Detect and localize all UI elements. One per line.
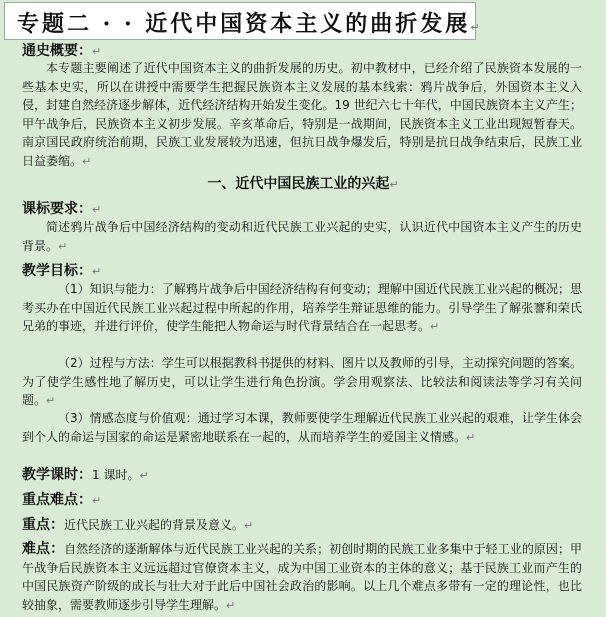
overview-text <box>22 59 582 171</box>
overview-text-content: 本专题主要阐述了近代中国资本主义的曲折发展的历史。初中教材中，已经介绍了民族资本发展的一些基本史实，所以在讲授中需要学生把握民族资本主义发展的基本线索：鸦片战争后，外国资本主义入侵，封建自然经济逐步解体，近代经济结构开始发生变化。19 世纪六七十年代，中国民族资本主义产生；甲午战争后，民族资本主义初步发展。辛亥革命后，特别是一战期间，民族资本主义工业出现短暂春天。南京国民政府统治前期，民族工业发展较为迅速，但抗日战争爆发后，特别是抗日战争结束后，民族工业日益萎缩。 <box>22 61 582 168</box>
section-title <box>0 173 606 193</box>
paragraph-mark-icon: ↵ <box>46 394 56 407</box>
key-point-text: 近代民族工业兴起的背景及意义。 <box>64 518 245 532</box>
paragraph-mark-icon: ↵ <box>139 469 149 482</box>
curriculum-text-content: 简述鸦片战争后中国经济结构的变动和近代民族工业兴起的史实，认识近代中国资本主义产生的历史背景。 <box>22 220 582 253</box>
goal-item-3 <box>22 409 582 447</box>
goals-heading-text: 教学目标： <box>22 263 92 279</box>
difficult-point <box>22 540 582 615</box>
goal-item-3-text: （3）情感态度与价值观：通过学习本课，教师要使学生理解近代民族工业兴起的艰难，让学生体会到个人的命运与国家的命运是紧密地联系在一起的，从而培养学生的爱国主义情感。 <box>22 411 582 444</box>
paragraph-mark-icon: ↵ <box>470 21 480 34</box>
paragraph-mark-icon: ↵ <box>92 494 102 507</box>
paragraph-mark-icon: ↵ <box>92 203 102 216</box>
paragraph-mark-icon: ↵ <box>82 154 92 168</box>
title-box <box>4 2 480 40</box>
paragraph-mark-icon: ↵ <box>58 239 68 253</box>
paragraph-mark-icon: ↵ <box>389 178 399 191</box>
paragraph-mark-icon: ↵ <box>226 598 236 612</box>
curriculum-text <box>22 218 582 256</box>
goal-item-1 <box>22 280 582 337</box>
curriculum-heading-text: 课标要求： <box>22 201 92 217</box>
difficult-point-text: 自然经济的逐渐解体与近代民族工业兴起的关系；初创时期的民族工业多集中于轻工业的原因；甲午战争后民族资本主义远远超过官僚资本主义，成为中国工业资本的主体的意义；基于民族工业而产生的中国民族资产阶级的成长与壮大对于此后中国社会政治的影响。以上几个难点多带有一定的理论性，也比较抽象，需要教师逐步引导学生理解。 <box>22 542 582 612</box>
key-point <box>22 514 253 534</box>
goal-item-2 <box>22 354 582 411</box>
key-point-heading: 重点： <box>22 517 64 533</box>
overview-heading-text: 通史概要： <box>22 43 92 59</box>
document-title <box>17 7 480 38</box>
hours-value: 1 课时。 <box>92 468 140 482</box>
paragraph-mark-icon: ↵ <box>466 430 476 444</box>
hours-heading <box>22 464 149 484</box>
hours-heading-text: 教学课时： <box>22 467 92 483</box>
key-difficult-heading <box>22 489 101 509</box>
goals-heading <box>22 260 101 280</box>
difficult-point-heading: 难点： <box>22 541 65 557</box>
paragraph-mark-icon: ↵ <box>430 320 440 333</box>
document-title-text: 专题二 · · 近代中国资本主义的曲折发展 <box>17 11 471 37</box>
section-title-text: 一、近代中国民族工业的兴起 <box>207 176 390 192</box>
goal-item-1-text: （1）知识与能力：了解鸦片战争后中国经济结构有何变动；理解中国近代民族工业兴起的概况；思考买办在中国近代民族工业兴起过程中所起的作用，培养学生辩证思维的能力。引导学生了解张謇和荣氏兄弟的事迹，并进行评价，使学生能把人物命运与时代背景结合在一起思考。 <box>22 282 582 333</box>
key-difficult-heading-text: 重点难点： <box>22 492 92 508</box>
paragraph-mark-icon: ↵ <box>92 265 102 278</box>
curriculum-heading <box>22 198 101 218</box>
goal-item-2-text: （2）过程与方法：学生可以根据教科书提供的材料、图片以及教师的引导，主动探究问题的答案。为了使学生感性地了解历史，可以让学生进行角色扮演。学会用观察法、比较法和阅读法等学习有关问题。 <box>22 356 582 407</box>
paragraph-mark-icon: ↵ <box>92 45 102 58</box>
paragraph-mark-icon: ↵ <box>244 519 254 532</box>
overview-heading <box>22 40 101 60</box>
